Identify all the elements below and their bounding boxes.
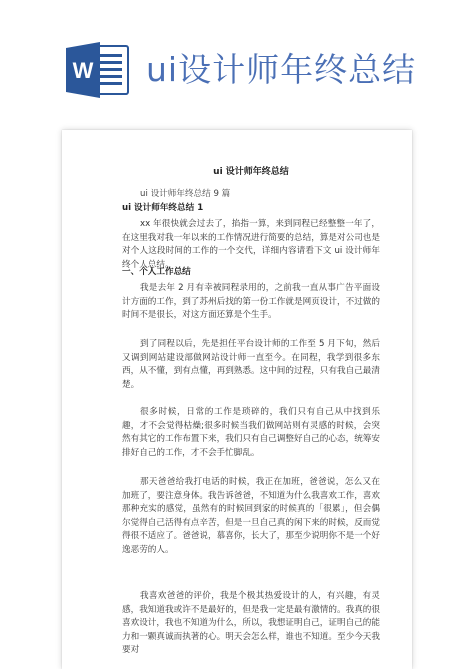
paragraph-3: 到了同程以后，先是担任平台设计师的工作至 5 月下旬，然后又调到网站建设部做网站设计师一直至今。在同程，我学到很多东西，从不懂，到有点懂，再到熟悉。这中间的过程，只有我自己最清楚。 bbox=[122, 339, 380, 390]
paragraph-6: 我喜欢爸爸的评价，我是个极其热爱设计的人，有兴趣，有灵感，我知道我或许不是最好的，但是我一定是最有激情的。我真的很喜欢设计，我也不知道为什么，所以，我想证明自己，证明自己的能力和一颗真诚而执著的心。明天会怎么样，谁也不知道。至少今天我要对 bbox=[122, 591, 380, 656]
document-title: ui 设计师年终总结 bbox=[213, 167, 289, 177]
paragraph-4: 很多时候，日常的工作是琐碎的，我们只有自己从中找到乐趣，才不会觉得枯燥;很多时候当我们做网站则有灵感的时候，会突然有其它的工作布置下来，我们只有自己调整好自己的心态，统筹安排好自己的工作，才不会手忙脚乱。 bbox=[122, 407, 380, 458]
header-banner bbox=[0, 0, 474, 128]
banner-title: ui设计师年终总结 bbox=[146, 50, 417, 89]
paragraph-2: 我是去年 2 月有幸被同程录用的，之前我一直从事广告平面设计方面的工作，到了苏州后找的第一份工作就是网页设计，不过做的时间不是很长，对这方面还算是个生手。 bbox=[122, 283, 380, 321]
paragraph-5: 那天爸爸给我打电话的时候，我正在加班，爸爸说，怎么又在加班了，要注意身体。我告诉爸爸，不知道为什么我喜欢工作，喜欢那种充实的感觉，虽然有的时候回到家的时候真的「很累」，但会偶尔觉得自己活得有点辛苦，但是一旦自己真的闲下来的时候，反而觉得很不适应了。爸爸说，慕喜你，长大了，那至少说明你不是一个好逸恶劳的人。 bbox=[122, 477, 380, 555]
word-logo-letter: W bbox=[72, 58, 94, 83]
paragraph-1: xx 年很快就会过去了，掐指一算，来到同程已经整整一年了，在这里我对我一年以来的工作情况进行简要的总结，算是对公司也是对个人这段时间的工作的一个交代，详细内容请看下文 ui 设计师年终个人总结。 bbox=[122, 219, 380, 270]
document-page bbox=[62, 130, 412, 669]
document-subtitle: ui 设计师年终总结 9 篇 bbox=[140, 189, 231, 199]
section-heading-1: ui 设计师年终总结 1 bbox=[122, 203, 204, 213]
word-icon bbox=[66, 42, 130, 98]
section-heading-2: 一、个人工作总结 bbox=[122, 267, 191, 277]
